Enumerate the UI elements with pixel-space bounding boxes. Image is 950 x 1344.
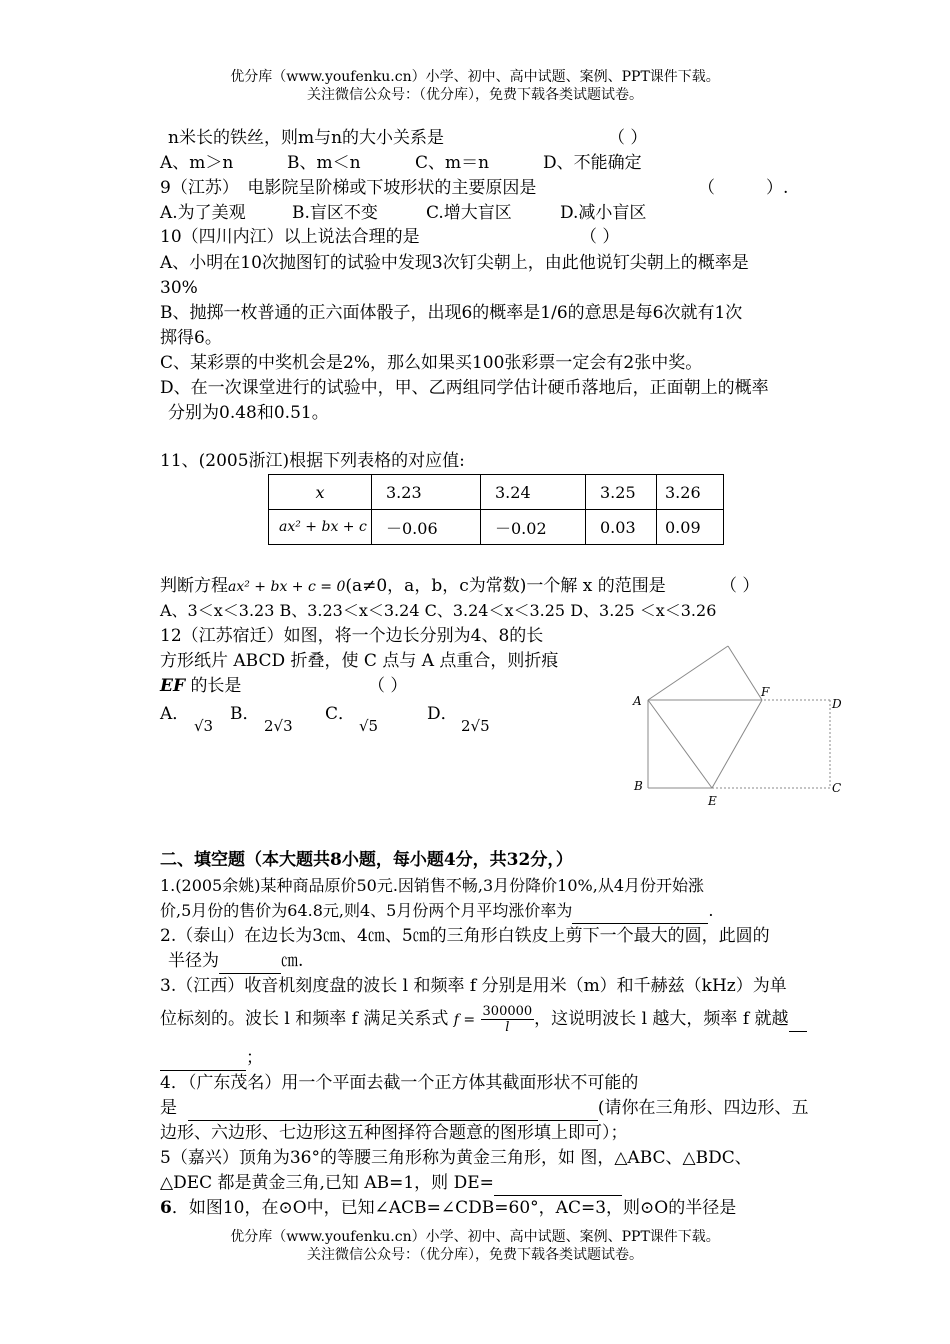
table-cell-x-label: x <box>269 475 372 510</box>
q12-option-c-value: √5 <box>359 717 379 735</box>
q10-option-d-line2: 分别为0.48和0.51。 <box>168 403 329 423</box>
q12-option-b-label: B． <box>230 704 260 724</box>
q12-option-a-label: A． <box>160 704 190 724</box>
fill-4-line-1: 4．（广东茂名）用一个平面去截一个正方体其截面形状不可能的 <box>160 1073 639 1093</box>
q11-stem: 11、(2005浙江)根据下列表格的对应值: <box>160 451 465 471</box>
q8-option-d: D、不能确定 <box>543 153 642 173</box>
q12-line-1: 12（江苏宿迁）如图，将一个边长分别为4、8的长 <box>160 626 544 646</box>
table-row <box>269 510 724 545</box>
q11-judge-prefix: 判断方程 <box>160 576 228 596</box>
footer-line-1: 优分库（www.youfenku.cn）小学、初中、高中试题、案例、PPT课件下载。 <box>230 1229 720 1245</box>
fill-4-text-a: 是 <box>160 1098 177 1118</box>
fill-2-line-1: 2.（泰山）在边长为3㎝、4㎝、5㎝的三角形白铁皮上剪下一个最大的圆，此圆的 <box>160 926 770 946</box>
table-row <box>269 475 724 510</box>
fill-4-line-3: 边形、六边形、七边形这五种图择符合题意的图形填上即可）； <box>160 1123 628 1143</box>
q10-option-b-line2: 掷得6。 <box>160 328 222 348</box>
fill-1-line-2 <box>160 899 713 924</box>
q11-value-table <box>268 474 724 545</box>
q8-paren: （ ） <box>608 128 648 148</box>
fill-3-line-2 <box>160 1004 807 1035</box>
fill-3-fraction <box>481 1004 535 1035</box>
fill-5-line-2 <box>160 1171 622 1196</box>
fold-edge-ae <box>648 700 712 788</box>
fill-3-text-a: 位标刻的。波长 l 和频率 f 满足关系式 <box>160 1009 449 1029</box>
q12-line-3 <box>160 674 241 698</box>
section-2-title: 二、填空题（本大题共8小题，每小题4分，共32分，） <box>160 850 573 870</box>
fill-3-answer-blank-start[interactable] <box>789 1007 807 1032</box>
footer-line-2: 关注微信公众号：（优分库），免费下载各类试题试卷。 <box>307 1247 643 1263</box>
table-cell: 3.26 <box>657 475 724 510</box>
q10-option-c: C、某彩票的中奖机会是2%，那么如果买100张彩票一定会有2张中奖。 <box>160 353 703 373</box>
fill-5-line-1: 5（嘉兴）顶角为36°的等腰三角形称为黄金三角形，如 图，△ABC、△BDC、 <box>160 1148 752 1168</box>
fill-4-text-b: (请你在三角形、四边形、五 <box>597 1098 809 1118</box>
fill-2-text: 半径为 <box>168 951 219 971</box>
q11-judge-line <box>160 574 666 599</box>
q12-paren: （ ） <box>368 676 408 696</box>
fill-2-unit: ㎝. <box>281 951 304 971</box>
fill-1-line-1: 1.(2005余姚)某种商品原价50元.因销售不畅,3月份降价10%,从4月份开始涨 <box>160 876 705 895</box>
fill-2-answer-blank[interactable] <box>219 949 281 974</box>
q10-option-b-line1: B、抛掷一枚普通的正六面体骰子，出现6的概率是1/6的意思是每6次就有1次 <box>160 303 743 323</box>
q12-option-a-value: √3 <box>194 717 214 735</box>
fig-label-c: C <box>832 781 842 795</box>
q9-option-c: C.增大盲区 <box>426 203 512 223</box>
fill-6-text: ．如图10，在⊙O中，已知∠ACB=∠CDB=60°，AC=3，则⊙O的半径是 <box>171 1198 737 1218</box>
q10-option-d-line1: D、在一次课堂进行的试验中，甲、乙两组同学估计硬币落地后，正面朝上的概率 <box>160 378 769 398</box>
fill-5-answer-blank[interactable] <box>494 1171 622 1196</box>
fill-1-text: 价,5月份的售价为64.8元,则4、5月份两个月平均涨价率为 <box>160 901 573 920</box>
fill-3-f-var: f = <box>453 1012 476 1028</box>
fill-3-answer-blank[interactable] <box>160 1046 246 1071</box>
q8-option-b: B、m＜n <box>287 153 361 173</box>
q10-stem: 10（四川内江）以上说法合理的是 <box>160 227 420 247</box>
q8-option-c: C、m＝n <box>415 153 490 173</box>
table-cell: 3.25 <box>586 475 657 510</box>
fill-3-line-3 <box>160 1046 263 1071</box>
fill-3-line-1: 3.（江西）收音机刻度盘的波长 l 和频率 f 分别是用米（m）和千赫兹（kHz）为单 <box>160 976 787 996</box>
q12-option-b-value: 2√3 <box>264 717 293 735</box>
table-cell: －0.06 <box>372 510 481 545</box>
header-line-2: 关注微信公众号：（优分库），免费下载各类试题试卷。 <box>307 87 643 103</box>
table-cell: 0.09 <box>657 510 724 545</box>
fill-3-denominator: l <box>505 1020 510 1035</box>
q12-option-c-label: C． <box>325 704 356 724</box>
fill-6-number: 6 <box>160 1198 172 1218</box>
fig-label-a: A <box>633 694 642 708</box>
fill-2-line-2 <box>168 949 303 974</box>
q12-option-d-label: D． <box>427 704 458 724</box>
q12-ef-label: EF <box>160 676 186 696</box>
q10-option-a-line1: A、小明在10次抛图钉的试验中发现3次钉尖朝上，由此他说钉尖朝上的概率是 <box>160 253 749 273</box>
fill-3-text-b: ，这说明波长 l 越大，频率 f 就越 <box>534 1009 789 1029</box>
q12-fold-figure <box>620 635 860 815</box>
table-cell: －0.02 <box>481 510 586 545</box>
fig-label-e: E <box>708 794 717 808</box>
q12-line-2: 方形纸片 ABCD 折叠，使 C 点与 A 点重合，则折痕 <box>160 651 559 671</box>
fill-5-text: △DEC 都是黄金三角,已知 AB=1，则 DE= <box>160 1173 494 1193</box>
fill-1-answer-blank[interactable] <box>572 899 708 924</box>
fig-label-d: D <box>832 697 842 711</box>
q12-option-d-value: 2√5 <box>461 717 490 735</box>
header-line-1: 优分库（www.youfenku.cn）小学、初中、高中试题、案例、PPT课件下载。 <box>230 69 720 85</box>
fold-edge-flap-1 <box>648 646 728 700</box>
q9-paren: （ ）. <box>698 178 789 198</box>
fill-6-line-1 <box>160 1196 736 1220</box>
fold-edge-flap-2 <box>728 646 762 700</box>
q9-option-a: A.为了美观 <box>160 203 246 223</box>
q9-option-d: D.减小盲区 <box>560 203 647 223</box>
q10-paren: （ ） <box>580 227 620 247</box>
q9-stem: 9（江苏） 电影院呈阶梯或下坡形状的主要原因是 <box>160 178 537 198</box>
fold-crease-ef <box>712 700 762 788</box>
q11-judge-suffix: (a≠0，a，b，c为常数)一个解 x 的范围是 <box>345 576 666 596</box>
q8-option-a: A、m＞n <box>160 153 234 173</box>
fill-3-numerator: 300000 <box>482 1004 533 1019</box>
fill-1-end: . <box>708 901 714 920</box>
q9-option-b: B.盲区不变 <box>292 203 378 223</box>
fill-3-end: ； <box>246 1048 263 1068</box>
q11-options: A、3＜x＜3.23 B、3.23＜x＜3.24 C、3.24＜x＜3.25 D、3.25 ＜x＜3.26 <box>160 601 717 620</box>
table-cell: 3.23 <box>372 475 481 510</box>
table-cell: 3.24 <box>481 475 586 510</box>
q11-equation: ax² + bx + c = 0 <box>228 579 346 595</box>
fill-4-line-2 <box>160 1096 808 1121</box>
fig-label-f: F <box>761 685 770 699</box>
fig-label-b: B <box>634 779 643 793</box>
q11-paren: （ ） <box>720 576 760 596</box>
q12-line-3-text: 的长是 <box>190 676 242 696</box>
fill-4-answer-blank[interactable] <box>188 1096 598 1121</box>
q10-option-a-line2: 30% <box>160 278 198 298</box>
table-cell-expression: ax² + bx + c <box>269 510 372 545</box>
table-cell: 0.03 <box>586 510 657 545</box>
q8-stem: n米长的铁丝，则m与n的大小关系是 <box>168 128 445 148</box>
